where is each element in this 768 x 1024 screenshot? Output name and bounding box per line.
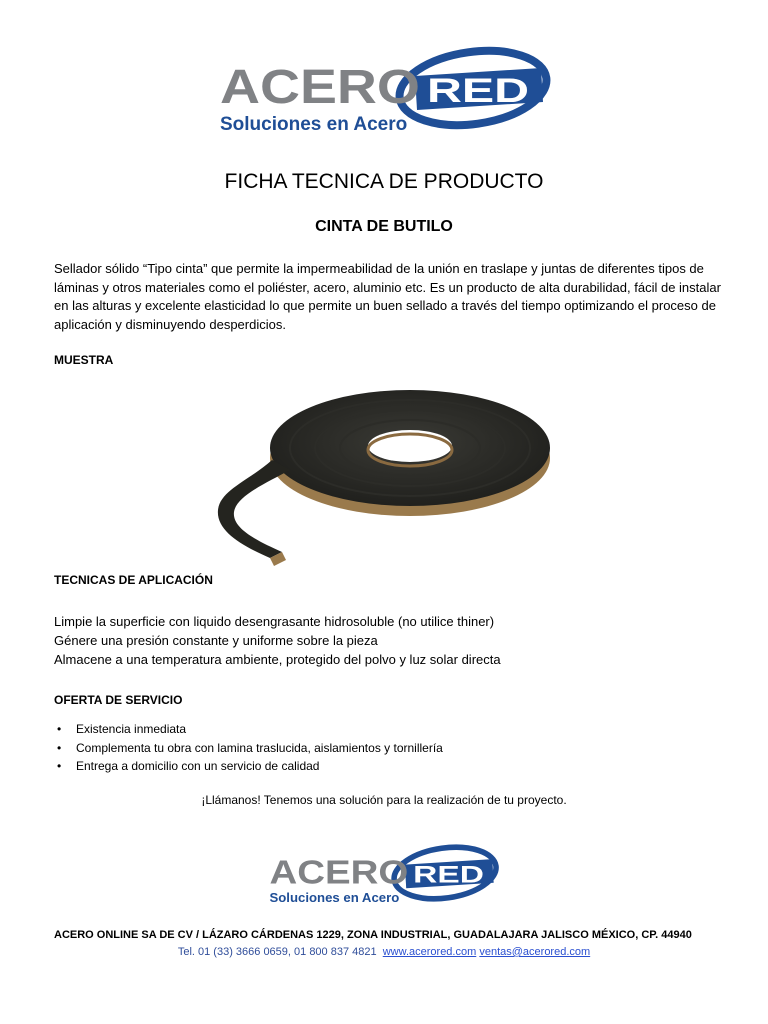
- acerored-logo-bottom: [266, 838, 502, 908]
- document-title: FICHA TECNICA DE PRODUCTO: [224, 170, 544, 193]
- technique-item: Almacene a una temperatura ambiente, protegido del polvo y luz solar directa: [54, 652, 501, 667]
- offer-item: • Complementa tu obra con lamina traslucida, aislamientos y tornillería: [54, 739, 443, 758]
- phone-numbers: Tel. 01 (33) 3666 0659, 01 800 837 4821: [177, 946, 377, 958]
- offer-item: • Existencia inmediata: [54, 720, 443, 739]
- logo-tagline: Soluciones en Acero: [220, 114, 408, 135]
- product-name: CINTA DE BUTILO: [315, 218, 453, 235]
- logo-acero-text: ACERO: [220, 61, 420, 114]
- techniques-heading: TECNICAS DE APLICACIÓN: [54, 573, 213, 587]
- website-link[interactable]: www.acerored.com: [382, 946, 477, 958]
- call-to-action: ¡Llámanos! Tenemos una solución para la realización de tu proyecto.: [201, 793, 567, 807]
- company-address: ACERO ONLINE SA DE CV / LÁZARO CÁRDENAS 1229, ZONA INDUSTRIAL, GUADALAJARA JALISCO MÉXICO, CP. 44940: [54, 929, 692, 941]
- technique-item: Limpie la superficie con liquido desengrasante hidrosoluble (no utilice thiner): [54, 614, 495, 629]
- logo-red-text: RED: [413, 862, 484, 889]
- logo-tagline: Soluciones en Acero: [269, 890, 400, 906]
- logo-acero-text: ACERO: [269, 854, 409, 892]
- email-link[interactable]: ventas@acerored.com: [479, 946, 591, 958]
- acerored-logo-top: [215, 38, 555, 138]
- technique-item: Génere una presión constante y uniforme sobre la pieza: [54, 633, 378, 648]
- techniques-list: [54, 612, 501, 669]
- sample-heading: MUESTRA: [54, 353, 114, 367]
- contact-line: [0, 946, 768, 958]
- offer-item: • Entrega a domicilio con un servicio de calidad: [54, 757, 443, 776]
- logo-red-text: RED: [427, 72, 529, 110]
- product-description: Sellador sólido “Tipo cinta” que permite la impermeabilidad de la unión en traslape y juntas de diferentes tipos de láminas y otros materiales como el poliéster, acero, aluminio etc. Es un producto de alta durabilidad, fácil de instalar en las alturas y excelente elasticidad lo que permite un buen sellado a través del tiempo optimizando el proceso de aplicación y disminuyendo desperdicios.: [54, 261, 721, 332]
- offer-list: [54, 720, 443, 776]
- butyl-tape-roll-image: [210, 380, 560, 575]
- offer-heading: OFERTA DE SERVICIO: [54, 693, 183, 707]
